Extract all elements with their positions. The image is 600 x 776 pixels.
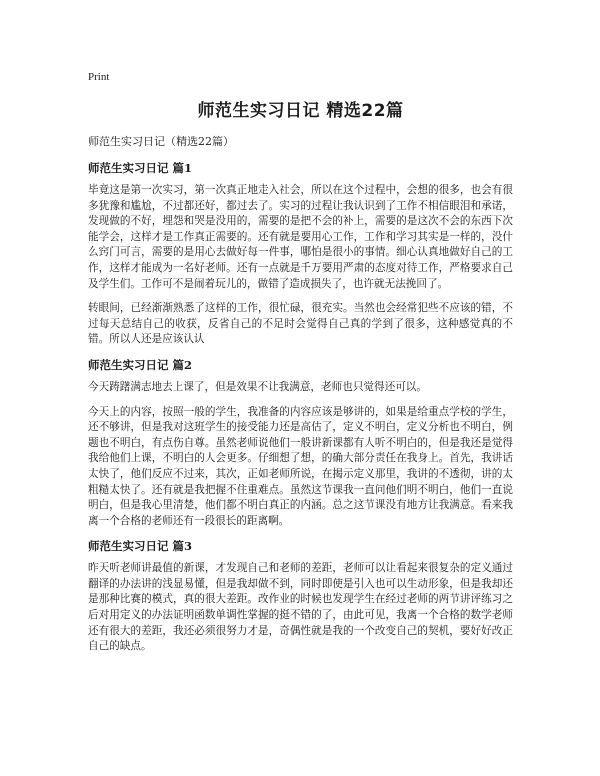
section-2 — [88, 357, 513, 529]
section-heading: 师范生实习日记 篇2 — [88, 357, 193, 372]
print-link[interactable]: Print — [88, 71, 110, 83]
section-3 — [88, 538, 513, 655]
section-paragraph: 昨天听老师讲最值的新课，才发现自己和老师的差距，老师可以让看起来很复杂的定义通过翻译的办法讲的浅显易懂，但是我却做不到，同时即使是引入也可以生动形象，但是我却还是那种比赛的模式，真的很大差距。改作业的时候也发现学生在经过老师的两节讲评练习之后对用定义的办法证明函数单调性掌握的挺不错的了，由此可见，我离一个合格的数学老师还有很大的差距，我还必须很努力才是，奇偶性就是我的一个改变自己的契机，要好好改正自己的缺点。 — [88, 562, 513, 653]
document-subtitle: 师范生实习日记（精选22篇） — [88, 135, 234, 148]
document-title: 师范生实习日记 精选22篇 — [197, 101, 404, 121]
section-paragraph: 转眼间，已经渐渐熟悉了这样的工作，很忙碌，很充实。当然也会经常犯些不应该的错，不过每天总结自己的收获，反省自己的不足时会觉得自己真的学到了很多，这种感觉真的不错。所以人还是应该认认 — [88, 302, 513, 346]
section-paragraph: 今天踌躇满志地去上课了，但是效果不让我满意，老师也只觉得还可以。 — [88, 380, 427, 393]
section-paragraph: 毕竟这是第一次实习，第一次真正地走入社会，所以在这个过程中，会想的很多，也会有很多犹豫和尴尬，不过都还好，都过去了。实习的过程让我认识到了工作不相信眼泪和承诺，发现做的不好，埋怨和哭是没用的，需要的是把不会的补上，需要的是这次不会的东西下次能学会，这样才是工作真正需要的。还有就是要用心工作，工作和学习其实是一样的，没什么窍门可言，需要的是用心去做好每一件事，哪怕是很小的事情。细心认真地做好自己的工作，这样才能成为一名好老师。还有一点就是千万要用严肃的态度对待工作，严格要求自己及学生们。工作可不是闹着玩儿的，做错了造成损失了，也许就无法挽回了。 — [88, 184, 513, 290]
section-heading: 师范生实习日记 篇1 — [88, 161, 193, 175]
section-heading: 师范生实习日记 篇3 — [88, 539, 193, 554]
section-1 — [88, 160, 513, 348]
section-paragraph: 今天上的内容，按照一般的学生，我准备的内容应该是够讲的，如果是给重点学校的学生，还不够讲，但是我对这班学生的接受能力还是高估了，定义不明白，定义分析也不明白，例题也不明白，有点伤自尊。虽然老师说他们一般讲新课都有人听不明白的，但是我还是觉得我给他们上课，不明白的人会更多。仔细想了想，的确大部分责任在我身上。首先，我讲话太快了，他们反应不过来，其次，正如老师所说，在揭示定义那里，我讲的不透彻，讲的太粗糙太快了。还有就是我把握不住重难点。虽然这节课我一直问他们明不明白，他们一直说明白，但是我心里清楚，他们都不明白真正的内涵。总之这节课没有地方让我满意。看来我离一个合格的老师还有一段很长的距离啊。 — [88, 405, 513, 527]
document-page — [88, 70, 513, 664]
